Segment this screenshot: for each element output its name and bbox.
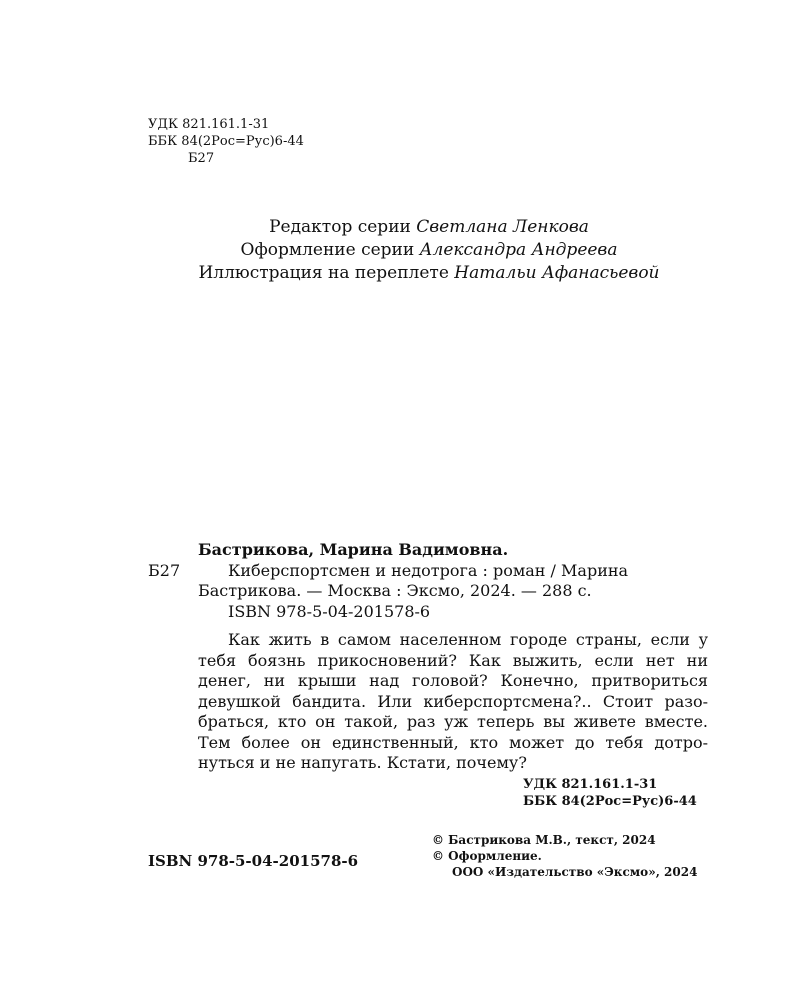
isbn-bottom: ISBN 978-5-04-201578-6 xyxy=(148,852,359,870)
copyright-block xyxy=(432,832,697,880)
catalog-isbn: ISBN 978-5-04-201578-6 xyxy=(228,601,431,621)
bbk-code: ББК 84(2Рос=Рус)6-44 xyxy=(148,134,304,149)
catalog-title-row xyxy=(148,561,708,602)
catalog-author: Бастрикова, Марина Вадимовна. xyxy=(198,540,509,559)
credit-name: Александра Андреева xyxy=(419,240,618,260)
copyright-line: © Бастрикова М.В., текст, 2024 xyxy=(432,833,656,847)
annotation-line: тебя боязнь прикосновений? Как выжить, если нет ни xyxy=(198,650,708,670)
annotation-line: денег, ни крыши над головой? Конечно, притвориться xyxy=(198,671,708,690)
annotation-line: нуться и не напугать. Кстати, почему? xyxy=(198,753,527,772)
credit-illustration xyxy=(0,262,800,285)
udk-code: УДК 821.161.1-31 xyxy=(148,117,270,132)
credit-editor xyxy=(0,216,800,239)
catalog-mark: Б27 xyxy=(148,560,181,580)
series-credits xyxy=(0,216,800,285)
udk-code: УДК 821.161.1-31 xyxy=(523,777,658,792)
annotation-line: браться, кто он такой, раз уж теперь вы живете вместе. xyxy=(198,712,708,731)
catalog-title-line: Киберспортсмен и недотрога : роман / Марина xyxy=(228,560,629,580)
classification-codes-bottom xyxy=(523,776,697,810)
catalog-record xyxy=(148,540,708,774)
credit-design xyxy=(0,239,800,262)
annotation-line: Как жить в самом населенном городе страны, если у xyxy=(228,630,708,649)
credit-role: Оформление серии xyxy=(240,240,415,260)
catalog-publication-line: Бастрикова. — Москва : Эксмо, 2024. — 288 с. xyxy=(198,581,592,600)
annotation xyxy=(148,630,708,774)
author-mark: Б27 xyxy=(188,151,215,166)
classification-codes-top xyxy=(148,116,304,167)
copyright-line: ООО «Издательство «Эксмо», 2024 xyxy=(452,865,698,879)
annotation-line: Тем более он единственный, кто может до тебя дотро- xyxy=(198,732,708,752)
credit-name: Натальи Афанасьевой xyxy=(454,263,660,283)
annotation-line: девушкой бандита. Или киберспортсмена?.. Стоит разо- xyxy=(198,691,708,711)
copyright-line: © Оформление. xyxy=(432,849,542,863)
credit-role: Иллюстрация на переплете xyxy=(198,263,449,283)
bbk-code: ББК 84(2Рос=Рус)6-44 xyxy=(523,794,697,809)
credit-role: Редактор серии xyxy=(269,217,411,237)
credit-name: Светлана Ленкова xyxy=(416,217,589,237)
